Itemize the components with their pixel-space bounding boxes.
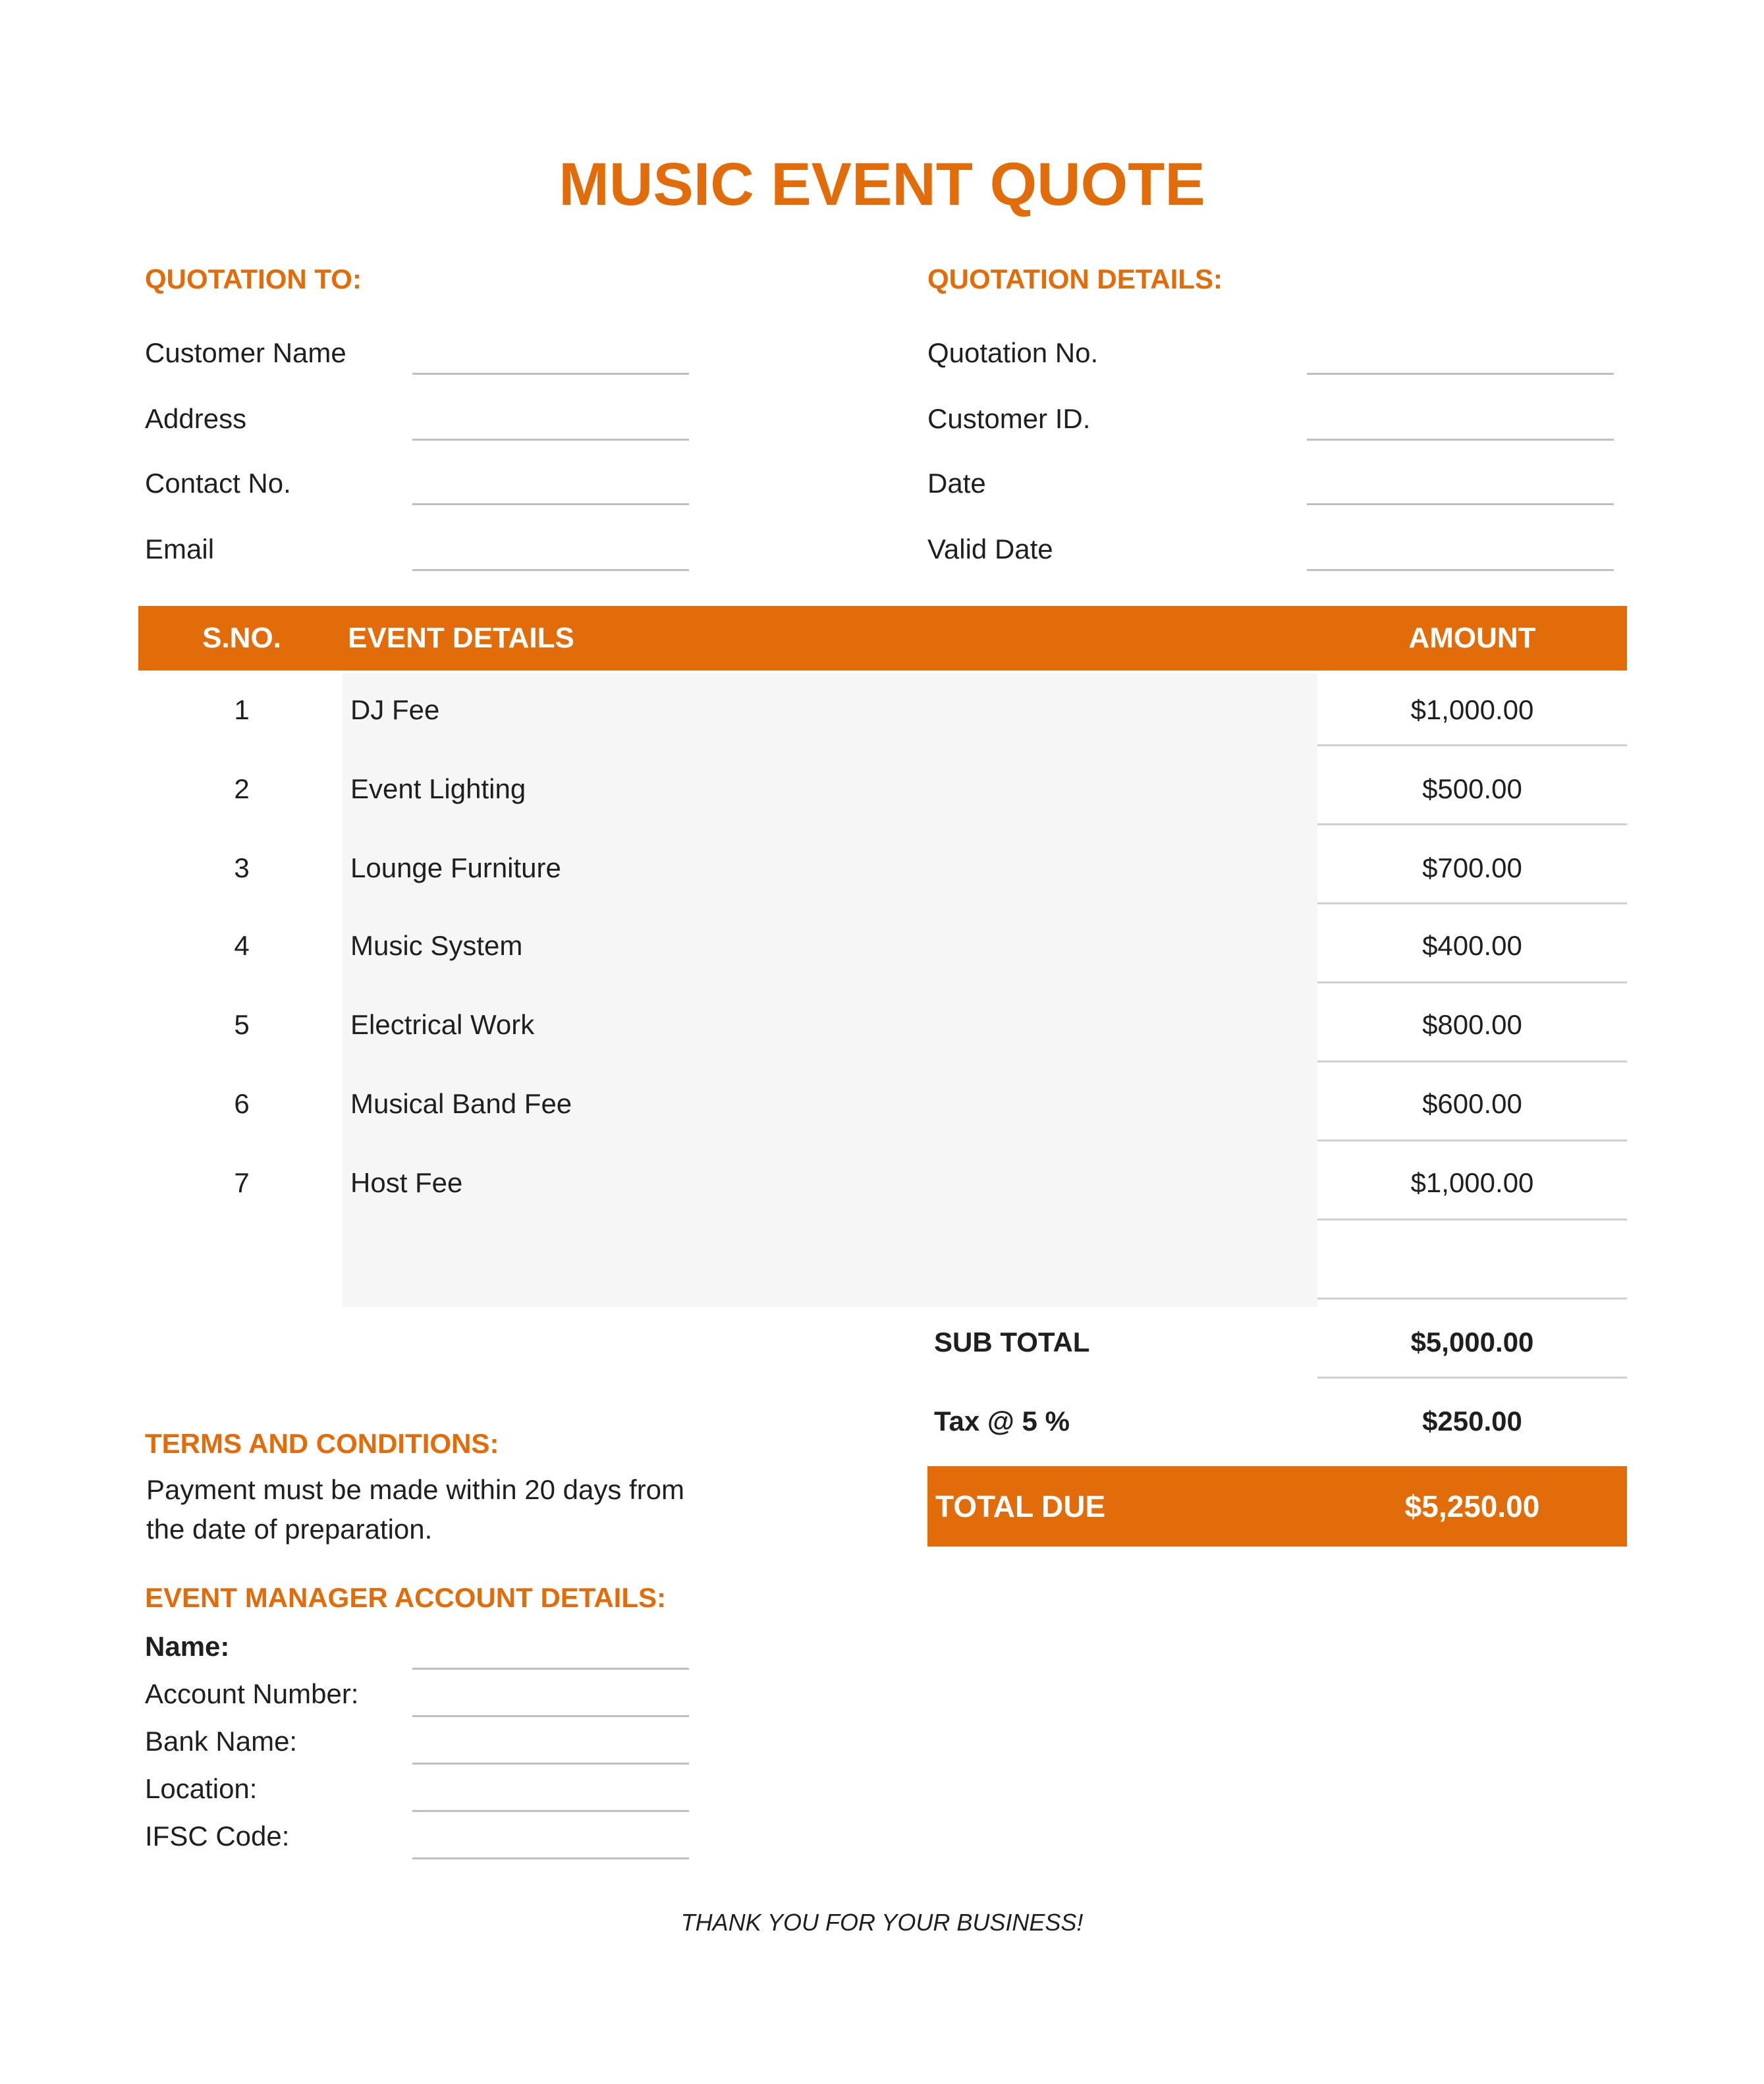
account-name-label: Name: [145,1631,230,1662]
row-divider [1317,902,1627,904]
contact-no-field[interactable] [412,503,689,505]
bank-name-label: Bank Name: [145,1726,298,1757]
contact-no-label: Contact No. [145,468,291,499]
row-amount: $500.00 [1422,773,1522,804]
address-field[interactable] [412,439,689,441]
table-header [138,606,1627,671]
row-number: 5 [234,1009,250,1040]
address-label: Address [145,403,247,434]
thank-you-footer: THANK YOU FOR YOUR BUSINESS! [680,1909,1084,1936]
event-details-column-background [343,673,1317,1307]
account-details-heading: EVENT MANAGER ACCOUNT DETAILS: [145,1582,666,1613]
row-description: Host Fee [350,1167,463,1198]
customer-id-label: Customer ID. [927,403,1091,434]
row-number: 3 [234,852,250,883]
sno-header: S.NO. [202,622,281,654]
row-description: Event Lighting [350,773,526,804]
row-number: 6 [234,1088,250,1119]
event-details-header: EVENT DETAILS [348,622,574,654]
account-number-label: Account Number: [145,1678,359,1709]
quotation-details-heading: QUOTATION DETAILS: [927,263,1223,294]
row-amount: $700.00 [1422,852,1522,883]
ifsc-code-field[interactable] [412,1857,689,1859]
terms-heading: TERMS AND CONDITIONS: [145,1428,499,1459]
date-field[interactable] [1307,503,1614,505]
row-amount: $400.00 [1422,930,1522,961]
email-label: Email [145,534,215,564]
row-amount: $800.00 [1422,1009,1522,1040]
row-divider [1317,1298,1627,1300]
row-number: 2 [234,773,250,804]
account-number-field[interactable] [412,1715,689,1717]
customer-name-field[interactable] [412,373,689,375]
terms-line-2: the date of preparation. [146,1514,433,1545]
row-number: 1 [234,694,250,725]
subtotal-value: $5,000.00 [1410,1327,1534,1357]
quotation-to-heading: QUOTATION TO: [145,263,362,294]
row-divider [1317,744,1627,746]
date-label: Date [927,468,986,499]
row-divider [1317,1377,1627,1379]
row-divider [1317,823,1627,825]
row-description: Music System [350,930,523,961]
row-description: Electrical Work [350,1009,535,1040]
customer-id-field[interactable] [1307,439,1614,441]
row-amount: $1,000.00 [1410,694,1534,725]
total-due-bar [927,1466,1627,1547]
customer-name-label: Customer Name [145,337,346,368]
email-field[interactable] [412,569,689,571]
row-description: Musical Band Fee [350,1088,572,1119]
row-number: 4 [234,930,250,961]
total-due-label: TOTAL DUE [935,1489,1106,1523]
valid-date-label: Valid Date [927,534,1053,564]
amount-header: AMOUNT [1408,622,1536,654]
location-field[interactable] [412,1810,689,1812]
row-amount: $600.00 [1422,1088,1522,1119]
total-due-value: $5,250.00 [1404,1489,1540,1523]
page-title: MUSIC EVENT QUOTE [559,151,1205,218]
tax-label: Tax @ 5 % [934,1406,1070,1437]
account-name-field[interactable] [412,1668,689,1670]
row-divider [1317,1219,1627,1220]
row-description: Lounge Furniture [350,852,561,883]
row-amount: $1,000.00 [1410,1167,1534,1198]
tax-value: $250.00 [1422,1406,1522,1437]
terms-line-1: Payment must be made within 20 days from [146,1474,685,1505]
terms-text [146,1470,805,1549]
row-number: 7 [234,1167,250,1198]
row-divider [1317,1060,1627,1062]
valid-date-field[interactable] [1307,569,1614,571]
row-description: DJ Fee [350,694,440,725]
ifsc-code-label: IFSC Code: [145,1821,290,1851]
row-divider [1317,981,1627,983]
quotation-no-label: Quotation No. [927,337,1099,368]
subtotal-label: SUB TOTAL [934,1327,1090,1357]
row-divider [1317,1139,1627,1141]
bank-name-field[interactable] [412,1763,689,1765]
location-label: Location: [145,1773,258,1804]
quotation-no-field[interactable] [1307,373,1614,375]
